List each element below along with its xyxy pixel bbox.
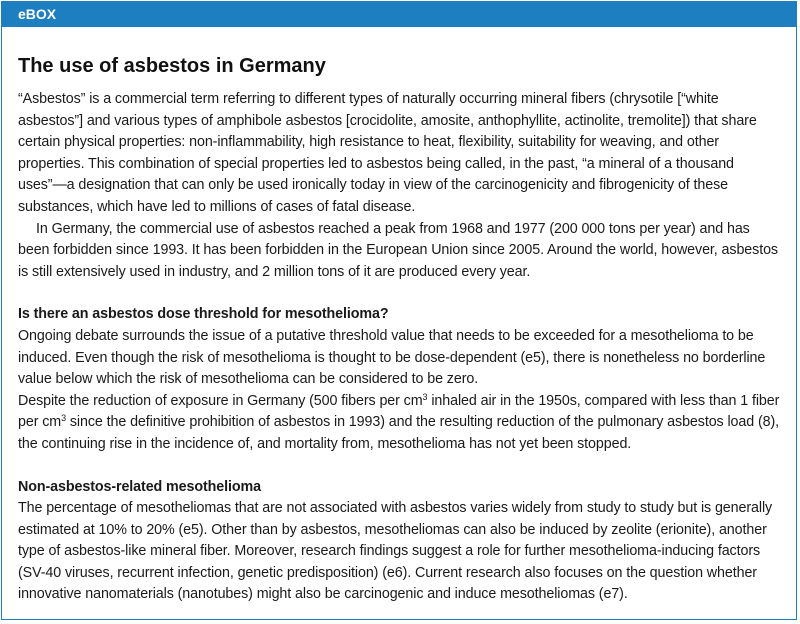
section-heading-non-asbestos: Non-asbestos-related mesothelioma: [18, 478, 261, 495]
threshold-paragraph-2: [18, 391, 782, 456]
text-run: since the definitive prohibition of asbestos in 1993) and the resulting reduction of the pulmonary asbestos load (8), the continuing rise in the incidence of, and mortality from, mesothelioma has not yet been stopped.: [18, 414, 780, 452]
section-heading-threshold: Is there an asbestos dose threshold for mesothelioma?: [18, 306, 389, 323]
text-run: Despite the reduction of exposure in Germany (500 fibers per cm: [18, 392, 423, 409]
text-run: inhaled air in the 1950s, compared with less than 1 fiber per cm: [18, 392, 780, 431]
page-title: The use of asbestos in Germany: [18, 55, 326, 77]
non-asbestos-paragraph: The percentage of mesotheliomas that are not associated with asbestos varies widely from study to study but is generally estimated at 10% to 20% (e5). Other than by asbestos, mesotheliomas can also be induced by zeolite (erionite), another type of asbestos-like mineral fiber. Moreover, research findings suggest a role for further mesothelioma-inducing factors (SV-40 viruses, recurrent infection, genetic predisposition) (e6). Current research also focuses on the question whether innovative nanomaterials (nanotubes) might also be carcinogenic and induce mesotheliomas (e7).: [18, 500, 773, 603]
spacer: [18, 283, 782, 304]
intro-paragraph-2: In Germany, the commercial use of asbestos reached a peak from 1968 and 1977 (200 000 tons per year) and has been forbidden since 1993. It has been forbidden in the European Union since 2005. Around the world, however, asbestos is still extensively used in industry, and 2 million tons of it are produced every year.: [18, 220, 778, 280]
ebox: [1, 1, 797, 620]
intro-paragraph-1: “Asbestos” is a commercial term referring to different types of naturally occurring mineral fibers (chrysotile [“white asbestos”] and various types of amphibole asbestos [crocidolite, amosite, anthophyllite, actinolite, tremolite]) that share certain physical properties: non-inflammability, high resistance to heat, flexibility, suitability for weaving, and other properties. This combination of special properties led to asbestos being called, in the past, “a mineral of a thousand uses”—a designation that can only be used ironically today in view of the carcinogenicity and fibrogenicity of these substances, which have led to millions of cases of fatal disease.: [18, 91, 757, 215]
ebox-content: [2, 54, 796, 606]
spacer: [18, 456, 782, 477]
superscript: 3: [422, 391, 428, 402]
superscript: 3: [61, 413, 66, 424]
threshold-paragraph-1: Ongoing debate surrounds the issue of a putative threshold value that needs to be exceeded for a mesothelioma to be induced. Even though the risk of mesothelioma is thought to be dose-dependent (e5), there is nonetheless no borderline value below which the risk of mesothelioma can be considered to be zero.: [18, 327, 766, 388]
ebox-header: eBOX: [2, 2, 796, 27]
